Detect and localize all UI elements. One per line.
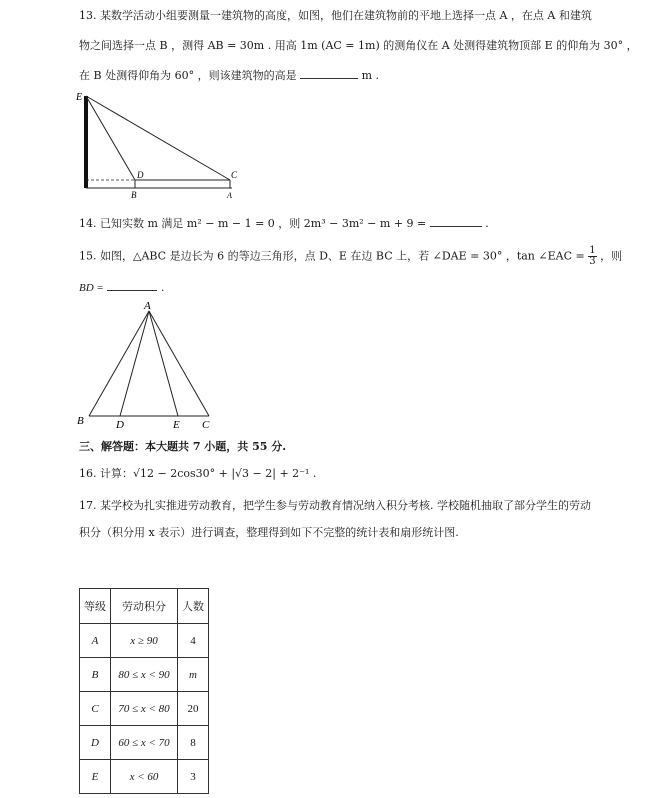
label-a: A bbox=[227, 191, 232, 200]
q13-answer-blank bbox=[300, 67, 358, 79]
segment-ad bbox=[120, 311, 149, 416]
q15-text-end: ，则 bbox=[600, 249, 623, 263]
side-ab bbox=[89, 311, 149, 416]
cell-score: x < 60 bbox=[111, 760, 178, 794]
q14-answer-blank bbox=[430, 215, 482, 227]
q13-figure bbox=[72, 88, 242, 200]
q15-frac-num: 1 bbox=[589, 245, 596, 256]
q14-end: . bbox=[485, 217, 489, 230]
q15-answer-blank bbox=[107, 279, 157, 291]
q15-fraction bbox=[588, 246, 596, 267]
cell-grade: D bbox=[80, 726, 111, 760]
cell-count: 20 bbox=[178, 692, 209, 726]
cell-score: 60 ≤ x < 70 bbox=[111, 726, 178, 760]
q13-line3-text: 在 B 处测得仰角为 60° ，则该建筑物的高是 bbox=[79, 69, 297, 82]
table-row bbox=[80, 624, 209, 658]
q13-line2: 物之间选择一点 B ，测得 AB = 30m . 用高 1m (AC = 1m) 的测角仪在 A 处测得建筑物顶部 E 的仰角为 30° ， bbox=[79, 39, 638, 52]
q15-line1 bbox=[79, 246, 622, 267]
header-score: 劳动积分 bbox=[111, 589, 178, 624]
cell-grade: A bbox=[80, 624, 111, 658]
q13-line3-unit: m . bbox=[361, 69, 380, 82]
q15-line2 bbox=[79, 279, 164, 295]
q13-line3 bbox=[79, 67, 379, 83]
label-d: D bbox=[137, 170, 144, 180]
label-e: E bbox=[76, 92, 83, 103]
label-b: B bbox=[131, 190, 137, 200]
label-b: B bbox=[77, 415, 84, 427]
cell-score: 70 ≤ x < 80 bbox=[111, 692, 178, 726]
label-e: E bbox=[173, 419, 180, 431]
sight-line-ed bbox=[86, 96, 135, 180]
cell-grade: B bbox=[80, 658, 111, 692]
q15-text: 15. 如图，△ABC 是边长为 6 的等边三角形，点 D、E 在边 BC 上，若 ∠DAE = 30° ，tan ∠EAC = bbox=[79, 249, 585, 263]
q15-figure bbox=[72, 298, 222, 432]
cell-grade: C bbox=[80, 692, 111, 726]
label-a: A bbox=[144, 300, 151, 312]
q14-line bbox=[79, 215, 489, 231]
q17-line2: 积分（积分用 x 表示）进行调查，整理得到如下不完整的统计表和扇形统计图. bbox=[79, 526, 459, 539]
section3-heading: 三、解答题：本大题共 7 小题，共 55 分. bbox=[79, 440, 287, 453]
header-grade: 等级 bbox=[80, 589, 111, 624]
side-ac bbox=[149, 311, 209, 416]
q13-line1: 13. 某数学活动小组要测量一建筑物的高度，如图，他们在建筑物前的平地上选择一点 A ，在点 A 和建筑 bbox=[79, 9, 592, 22]
cell-grade: E bbox=[80, 760, 111, 794]
cell-count: 3 bbox=[178, 760, 209, 794]
table-row bbox=[80, 760, 209, 794]
segment-ae bbox=[149, 311, 178, 416]
cell-score: x ≥ 90 bbox=[111, 624, 178, 658]
table-row bbox=[80, 726, 209, 760]
header-count: 人数 bbox=[178, 589, 209, 624]
table-row bbox=[80, 692, 209, 726]
q17-line1: 17. 某学校为扎实推进劳动教育，把学生参与劳动教育情况纳入积分考核. 学校随机抽取了部分学生的劳动 bbox=[79, 499, 591, 512]
q14-text: 14. 已知实数 m 满足 m² − m − 1 = 0 ，则 2m³ − 3m² − m + 9 = bbox=[79, 217, 427, 230]
score-table bbox=[79, 588, 209, 794]
label-d: D bbox=[116, 419, 124, 431]
label-c: C bbox=[231, 170, 238, 180]
cell-count: 8 bbox=[178, 726, 209, 760]
q15-bd: BD = bbox=[79, 282, 104, 294]
q15-end: . bbox=[160, 281, 165, 294]
q15-frac-den: 3 bbox=[589, 256, 596, 267]
cell-count: m bbox=[178, 658, 209, 692]
q16-line: 16. 计算：√12 − 2cos30° + |√3 − 2| + 2⁻¹ . bbox=[79, 467, 317, 480]
label-c: C bbox=[202, 419, 210, 431]
sight-line-ec bbox=[86, 96, 230, 180]
cell-score: 80 ≤ x < 90 bbox=[111, 658, 178, 692]
cell-count: 4 bbox=[178, 624, 209, 658]
table-row bbox=[80, 658, 209, 692]
table-header-row bbox=[80, 589, 209, 624]
